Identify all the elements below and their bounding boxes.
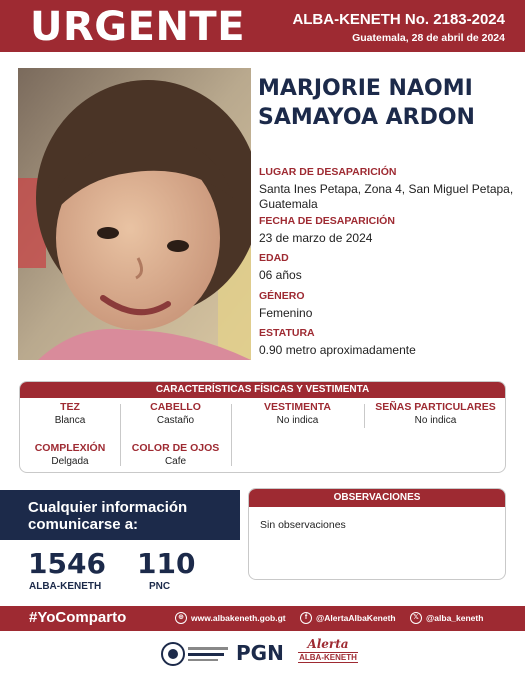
x-text: @alba_keneth [426,613,484,623]
missing-person-photo [18,68,251,360]
hair-value: Castaño [156,415,195,426]
x-link[interactable] [410,612,483,624]
header-banner [0,0,525,52]
marks-cell [364,401,506,426]
x-icon: 𝕏 [410,612,422,624]
person-name [258,74,518,132]
gender-section [259,290,519,321]
contact-line-2: comunicarse a: [28,516,139,533]
hair-cell [120,401,231,426]
date-label: FECHA DE DESAPARICIÓN [259,215,395,227]
alerta-text: Alerta [307,637,349,651]
hashtag: #YoComparto [29,609,127,626]
place-section [259,166,519,212]
gender-value: Femenino [259,306,313,320]
contact-banner [0,490,240,540]
website-link[interactable] [175,612,286,624]
age-label: EDAD [259,252,289,264]
pgn-logo [236,637,286,671]
name-line-2: SAMAYOA ARDON [258,105,475,130]
height-label: ESTATURA [259,327,315,339]
characteristics-box [19,381,506,473]
age-section [259,252,519,283]
date-section [259,215,519,246]
gender-label: GÉNERO [259,290,305,302]
clothing-label: VESTIMENTA [264,401,331,413]
height-value: 0.90 metro aproximadamente [259,343,416,357]
date-value: 23 de marzo de 2024 [259,231,373,245]
name-line-1: MARJORIE NAOMI [258,76,473,101]
observations-text: Sin observaciones [260,519,346,531]
eyes-value: Cafe [164,456,187,467]
pgn-text: PGN [236,641,284,665]
phone-alba-keneth-label: ALBA-KENETH [29,581,102,592]
characteristics-title: CARACTERÍSTICAS FÍSICAS Y VESTIMENTA [20,382,505,398]
eyes-label: COLOR DE OJOS [131,442,220,454]
urgent-title: URGENTE [30,4,246,50]
age-value: 06 años [259,268,302,282]
place-value: Santa Ines Petapa, Zona 4, San Miguel Petapa, Guatemala [259,182,514,211]
phone-alba-keneth[interactable]: 1546 [28,547,106,580]
globe-icon: ⊕ [175,612,187,624]
alba-keneth-text: ALBA-KENETH [299,653,357,662]
eyes-cell [120,442,231,467]
build-value: Delgada [51,456,89,467]
facebook-text: @AlertaAlbaKeneth [316,613,396,623]
place-label: LUGAR DE DESAPARICIÓN [259,166,397,178]
hair-label: CABELLO [150,401,201,413]
phone-pnc[interactable]: 110 [137,547,196,580]
footer-bar [0,606,525,631]
government-logo [160,637,230,671]
build-cell [20,442,120,467]
facebook-icon: f [300,612,312,624]
clothing-value: No indica [276,415,319,426]
tez-value: Blanca [54,415,86,426]
tez-label: TEZ [60,401,80,413]
observations-box [248,488,506,580]
phone-pnc-label: PNC [149,581,171,592]
height-section [259,327,519,358]
tez-cell [20,401,120,426]
issue-date: Guatemala, 28 de abril de 2024 [352,32,505,44]
website-text: www.albakeneth.gob.gt [191,613,286,623]
clothing-cell [231,401,364,426]
case-number: ALBA-KENETH No. 2183-2024 [292,11,505,28]
alerta-alba-keneth-logo [298,637,358,671]
build-label: COMPLEXIÓN [34,442,106,454]
facebook-link[interactable] [300,612,396,624]
contact-line-1: Cualquier información [28,499,188,516]
observations-title: OBSERVACIONES [249,489,505,507]
marks-value: No indica [414,415,457,426]
marks-label: SEÑAS PARTICULARES [375,401,496,413]
